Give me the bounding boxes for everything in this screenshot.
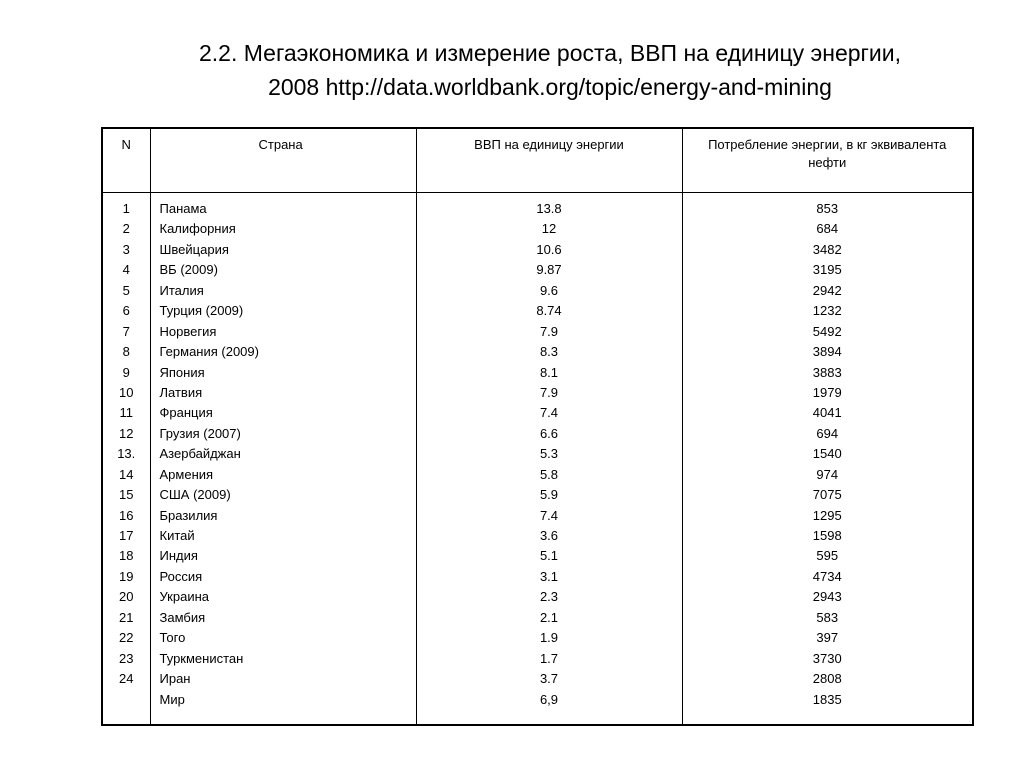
row-number: 2 xyxy=(122,221,130,237)
row-country: Туркменистан xyxy=(159,650,244,666)
row-number: 11 xyxy=(119,405,133,421)
row-gdp-value: 1.9 xyxy=(539,630,559,646)
row-gdp-value: 6.6 xyxy=(539,425,559,441)
row-country: Германия (2009) xyxy=(159,344,259,360)
column-n xyxy=(103,193,150,725)
row-consumption-value: 1540 xyxy=(812,446,842,462)
row-number: 12 xyxy=(119,425,134,441)
row-consumption-value: 3195 xyxy=(812,262,842,278)
row-gdp-value: 1.7 xyxy=(539,650,559,666)
row-country: Азербайджан xyxy=(159,446,241,462)
row-country: Индия xyxy=(159,548,198,564)
row-consumption-value: 694 xyxy=(816,425,839,441)
row-gdp-value: 3.6 xyxy=(539,528,559,543)
row-gdp-value: 3.1 xyxy=(539,568,559,584)
row-number: 1 xyxy=(122,201,130,216)
row-gdp-value: 10.6 xyxy=(536,241,562,257)
row-number: 21 xyxy=(119,609,134,625)
row-number: 17 xyxy=(119,528,134,543)
row-gdp-value: 7.9 xyxy=(539,384,559,400)
row-gdp-value: 12 xyxy=(541,221,557,237)
title-line-2: 2008 http://data.worldbank.org/topic/energy-and-mining xyxy=(268,74,832,100)
row-number: 20 xyxy=(119,589,134,605)
row-country: Бразилия xyxy=(159,507,218,523)
row-country: Италия xyxy=(159,282,204,298)
row-country: Армения xyxy=(159,466,214,482)
row-consumption-value: 2808 xyxy=(812,671,842,687)
row-number: 14 xyxy=(119,466,134,482)
row-country: Грузия (2007) xyxy=(159,425,241,441)
row-country: Франция xyxy=(159,405,213,421)
row-consumption-value: 7075 xyxy=(812,487,842,503)
row-number: 10 xyxy=(119,384,134,400)
row-country: Иран xyxy=(159,671,191,687)
row-gdp-value: 6,9 xyxy=(539,691,559,707)
row-consumption-value: 974 xyxy=(816,466,839,482)
row-consumption-value: 1295 xyxy=(812,507,842,523)
row-consumption-value: 2942 xyxy=(812,282,842,298)
row-consumption-value: 3482 xyxy=(812,241,842,257)
table-header-row xyxy=(103,129,972,193)
row-consumption-value: 3894 xyxy=(812,344,842,360)
row-consumption-value: 583 xyxy=(816,609,839,625)
row-country: США (2009) xyxy=(159,487,231,503)
row-number: 8 xyxy=(122,344,130,360)
row-gdp-value: 8.3 xyxy=(539,344,559,360)
row-country: Швейцария xyxy=(159,241,229,257)
row-country: Украина xyxy=(159,589,209,605)
row-number: 6 xyxy=(122,303,130,319)
row-gdp-value: 2.3 xyxy=(539,589,559,605)
row-consumption-value: 1232 xyxy=(812,303,842,319)
row-gdp-value: 7.4 xyxy=(539,507,559,523)
row-consumption-value: 1835 xyxy=(812,691,842,707)
row-number: 3 xyxy=(122,241,130,257)
row-gdp-value: 5.3 xyxy=(539,446,559,462)
row-consumption-value: 4041 xyxy=(812,405,842,421)
row-country: Мир xyxy=(159,691,185,707)
row-country: Того xyxy=(159,630,186,646)
row-number: 18 xyxy=(119,548,134,564)
column-consumption xyxy=(682,193,972,725)
row-gdp-value: 5.9 xyxy=(539,487,559,503)
row-gdp-value: 2.1 xyxy=(539,609,559,625)
slide-title xyxy=(120,36,980,104)
row-gdp-value: 8.1 xyxy=(539,364,559,380)
data-table xyxy=(101,127,974,726)
row-country: Япония xyxy=(159,364,205,380)
row-gdp-value: 9.6 xyxy=(539,282,559,298)
row-consumption-value: 853 xyxy=(816,201,839,216)
row-gdp-value: 5.8 xyxy=(539,466,559,482)
column-gdp xyxy=(416,193,682,725)
row-country: Россия xyxy=(159,568,203,584)
header-country: Страна xyxy=(150,129,416,193)
row-consumption-value: 397 xyxy=(816,630,839,646)
row-gdp-value: 8.74 xyxy=(536,303,562,319)
row-gdp-value: 3.7 xyxy=(539,671,559,687)
header-n: N xyxy=(103,129,150,193)
row-number: 9 xyxy=(122,364,130,380)
header-gdp-per-energy: ВВП на единицу энергии xyxy=(416,129,682,193)
row-country: Замбия xyxy=(159,609,206,625)
row-number: 16 xyxy=(119,507,134,523)
row-number: 4 xyxy=(122,262,130,278)
row-consumption-value: 3730 xyxy=(812,650,842,666)
row-number: 13. xyxy=(117,446,136,462)
row-number: 15 xyxy=(119,487,134,503)
row-country: ВБ (2009) xyxy=(159,262,218,278)
row-consumption-value: 5492 xyxy=(812,323,842,339)
row-country: Панама xyxy=(159,201,207,216)
row-country: Китай xyxy=(159,528,195,543)
row-number: 24 xyxy=(119,671,134,687)
row-number: 22 xyxy=(119,630,134,646)
row-consumption-value: 684 xyxy=(816,221,839,237)
row-consumption-value: 4734 xyxy=(812,568,842,584)
row-number: 23 xyxy=(119,650,134,666)
title-line-1: 2.2. Мегаэкономика и измерение роста, ВВП на единицу энергии, xyxy=(198,40,902,66)
row-gdp-value: 9.87 xyxy=(536,262,562,278)
row-consumption-value: 1598 xyxy=(812,528,842,543)
row-consumption-value: 595 xyxy=(816,548,839,564)
row-number xyxy=(104,690,149,710)
table-body-row xyxy=(103,193,972,725)
row-country: Норвегия xyxy=(159,323,217,339)
row-country: Калифорния xyxy=(159,221,236,237)
row-number: 5 xyxy=(122,282,130,298)
row-number: 7 xyxy=(122,323,130,339)
row-consumption-value: 1979 xyxy=(812,384,842,400)
row-country: Латвия xyxy=(159,384,203,400)
row-gdp-value: 7.9 xyxy=(539,323,559,339)
column-country xyxy=(150,193,416,725)
row-country: Турция (2009) xyxy=(159,303,244,319)
row-consumption-value: 2943 xyxy=(812,589,842,605)
row-gdp-value: 13.8 xyxy=(536,201,562,216)
row-consumption-value: 3883 xyxy=(812,364,842,380)
header-energy-consumption: Потребление энергии, в кг эквивалента нефти xyxy=(682,129,972,193)
row-gdp-value: 5.1 xyxy=(539,548,559,564)
row-number: 19 xyxy=(119,568,134,584)
row-gdp-value: 7.4 xyxy=(539,405,559,421)
